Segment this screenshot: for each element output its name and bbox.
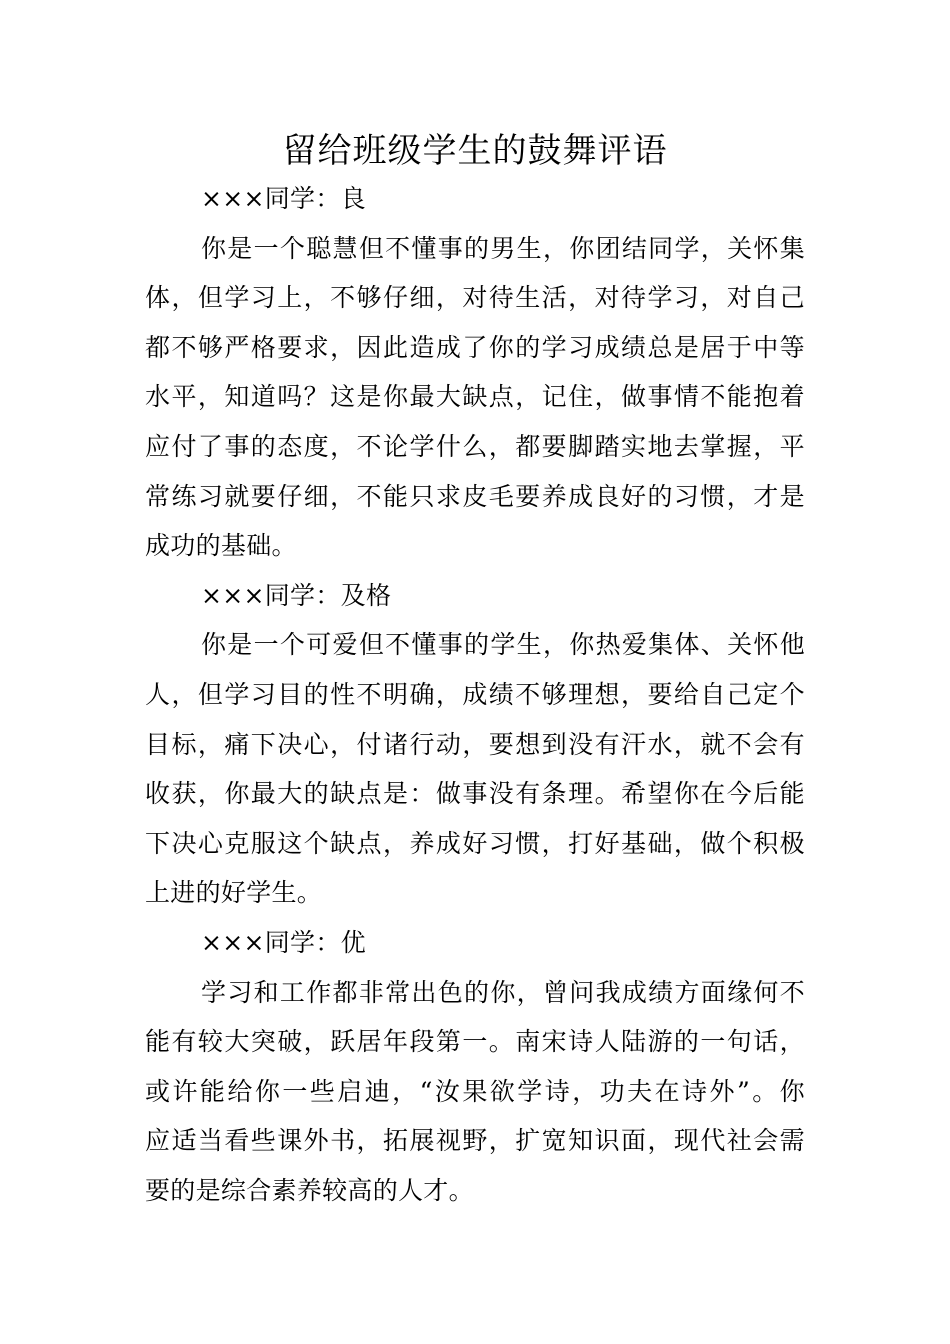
- comment-line: 上进的好学生。: [145, 878, 323, 908]
- comment-line: 人，但学习目的性不明确，成绩不够理想，要给自己定个: [145, 679, 805, 709]
- document-body: [145, 174, 805, 1215]
- comment-line: 要的是综合素养较高的人才。: [145, 1175, 474, 1205]
- comment-line: 常练习就要仔细，不能只求皮毛要养成良好的习惯，才是: [145, 481, 805, 511]
- student-heading: ×××同学：优: [201, 927, 366, 957]
- comment-line: 学习和工作都非常出色的你，曾问我成绩方面缘何不: [201, 977, 805, 1007]
- page-title: 留给班级学生的鼓舞评语: [282, 131, 668, 171]
- comment-line: 体，但学习上，不够仔细，对待生活，对待学习，对自己: [145, 283, 805, 313]
- student-heading: ×××同学：良: [201, 184, 366, 213]
- student-heading: ×××同学：及格: [201, 580, 392, 610]
- comment-line: 成功的基础。: [145, 531, 297, 561]
- comment-line: 下决心克服这个缺点，养成好习惯，打好基础，做个积极: [145, 828, 805, 858]
- comment-line: 应适当看些课外书，拓展视野，扩宽知识面，现代社会需: [145, 1126, 805, 1156]
- comment-line: 水平，知道吗？这是你最大缺点，记住，做事情不能抱着: [145, 382, 805, 412]
- comment-line: 你是一个可爱但不懂事的学生，你热爱集体、关怀他: [201, 630, 805, 660]
- comment-line: 或许能给你一些启迪，“汝果欲学诗，功夫在诗外”。你: [145, 1076, 805, 1106]
- comment-line: 应付了事的态度，不论学什么，都要脚踏实地去掌握，平: [145, 431, 805, 461]
- comment-line: 你是一个聪慧但不懂事的男生，你团结同学，关怀集: [201, 233, 805, 263]
- comment-line: 收获，你最大的缺点是：做事没有条理。希望你在今后能: [145, 779, 805, 809]
- comment-line: 目标，痛下决心，付诸行动，要想到没有汗水，就不会有: [145, 729, 805, 759]
- comment-line: 都不够严格要求，因此造成了你的学习成绩总是居于中等: [145, 332, 805, 362]
- comment-line: 能有较大突破，跃居年段第一。南宋诗人陆游的一句话，: [145, 1027, 805, 1057]
